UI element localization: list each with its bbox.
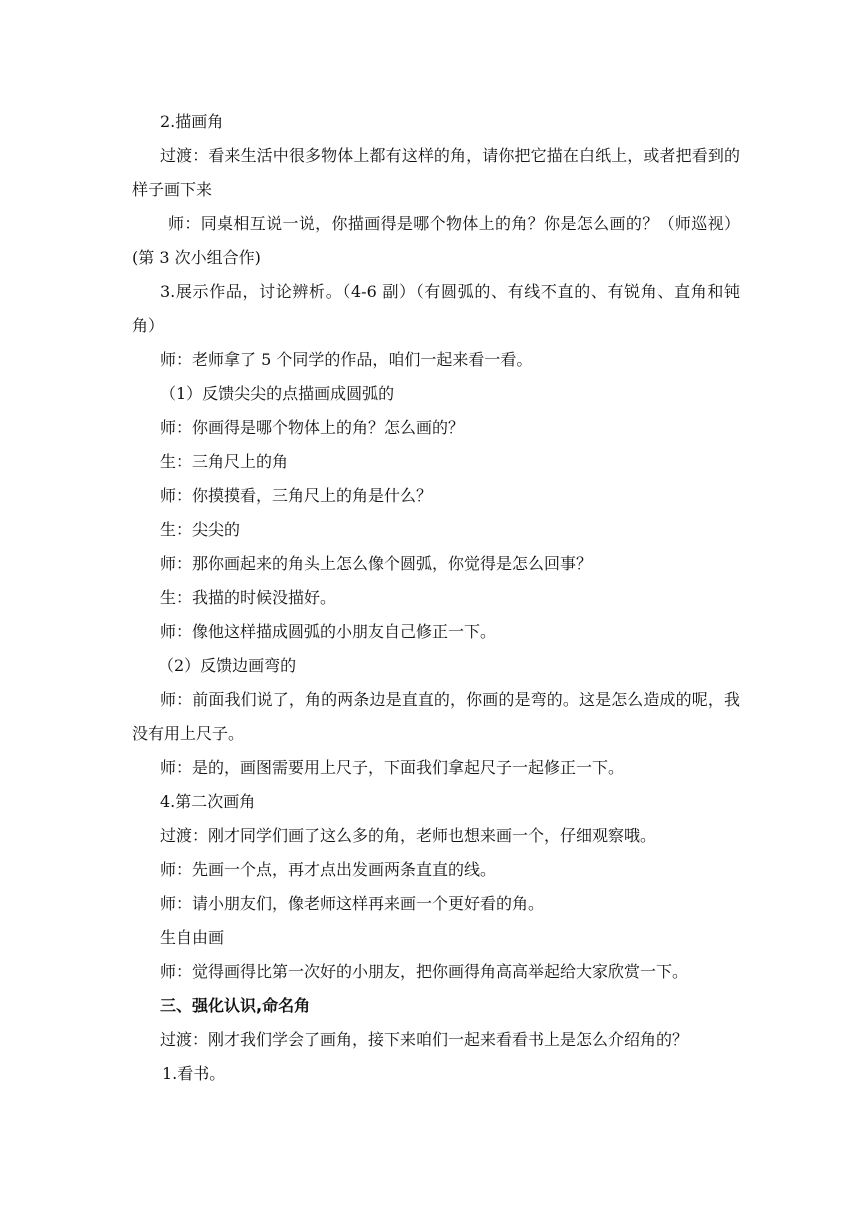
paragraph: 过渡：看来生活中很多物体上都有这样的角，请你把它描在白纸上，或者把看到的样子画下来 xyxy=(132,146,740,199)
paragraph: 生：尖尖的 xyxy=(160,520,241,539)
sub-heading: （1）反馈尖尖的点描画成圆弧的 xyxy=(160,384,395,403)
document-body xyxy=(132,105,740,1091)
paragraph: 师：那你画起来的角头上怎么像个圆弧，你觉得是怎么回事？ xyxy=(160,554,593,573)
section-heading: 1.看书。 xyxy=(162,1064,226,1083)
paragraph: 生自由画 xyxy=(160,928,225,947)
paragraph: 生：我描的时候没描好。 xyxy=(160,588,337,607)
paragraph: 师：你画得是哪个物体上的角？怎么画的？ xyxy=(160,418,465,437)
paragraph: 师：是的，画图需要用上尺子，下面我们拿起尺子一起修正一下。 xyxy=(160,758,625,777)
section-heading: 3.展示作品，讨论辨析。（4-6 副）（有圆弧的、有线不直的、有锐角、直角和钝角） xyxy=(132,282,740,335)
section-heading: 2.描画角 xyxy=(160,112,224,131)
paragraph: 师：先画一个点，再才点出发画两条直直的线。 xyxy=(160,860,497,879)
sub-heading: （2）反馈边画弯的 xyxy=(158,656,297,675)
paragraph: 师：请小朋友们，像老师这样再来画一个更好看的角。 xyxy=(160,894,545,913)
paragraph: 师：像他这样描成圆弧的小朋友自己修正一下。 xyxy=(160,622,497,641)
paragraph: 师：前面我们说了，角的两条边是直直的，你画的是弯的。这是怎么造成的呢，我没有用上尺子。 xyxy=(132,690,740,743)
paragraph: 师：同桌相互说一说，你描画得是哪个物体上的角？你是怎么画的？（师巡视）(第 3 次小组合作) xyxy=(132,214,740,267)
paragraph: 师：老师拿了 5 个同学的作品，咱们一起来看一看。 xyxy=(160,350,533,369)
section-heading: 4.第二次画角 xyxy=(160,792,256,811)
paragraph: 生：三角尺上的角 xyxy=(160,452,289,471)
paragraph: 师：你摸摸看，三角尺上的角是什么？ xyxy=(160,486,433,505)
paragraph: 过渡：刚才我们学会了画角，接下来咱们一起来看看书上是怎么介绍角的？ xyxy=(160,1030,689,1049)
paragraph: 师：觉得画得比第一次好的小朋友，把你画得角高高举起给大家欣赏一下。 xyxy=(160,962,689,981)
part-heading: 三、强化认识,命名角 xyxy=(160,996,311,1015)
paragraph: 过渡：刚才同学们画了这么多的角，老师也想来画一个，仔细观察哦。 xyxy=(160,826,657,845)
